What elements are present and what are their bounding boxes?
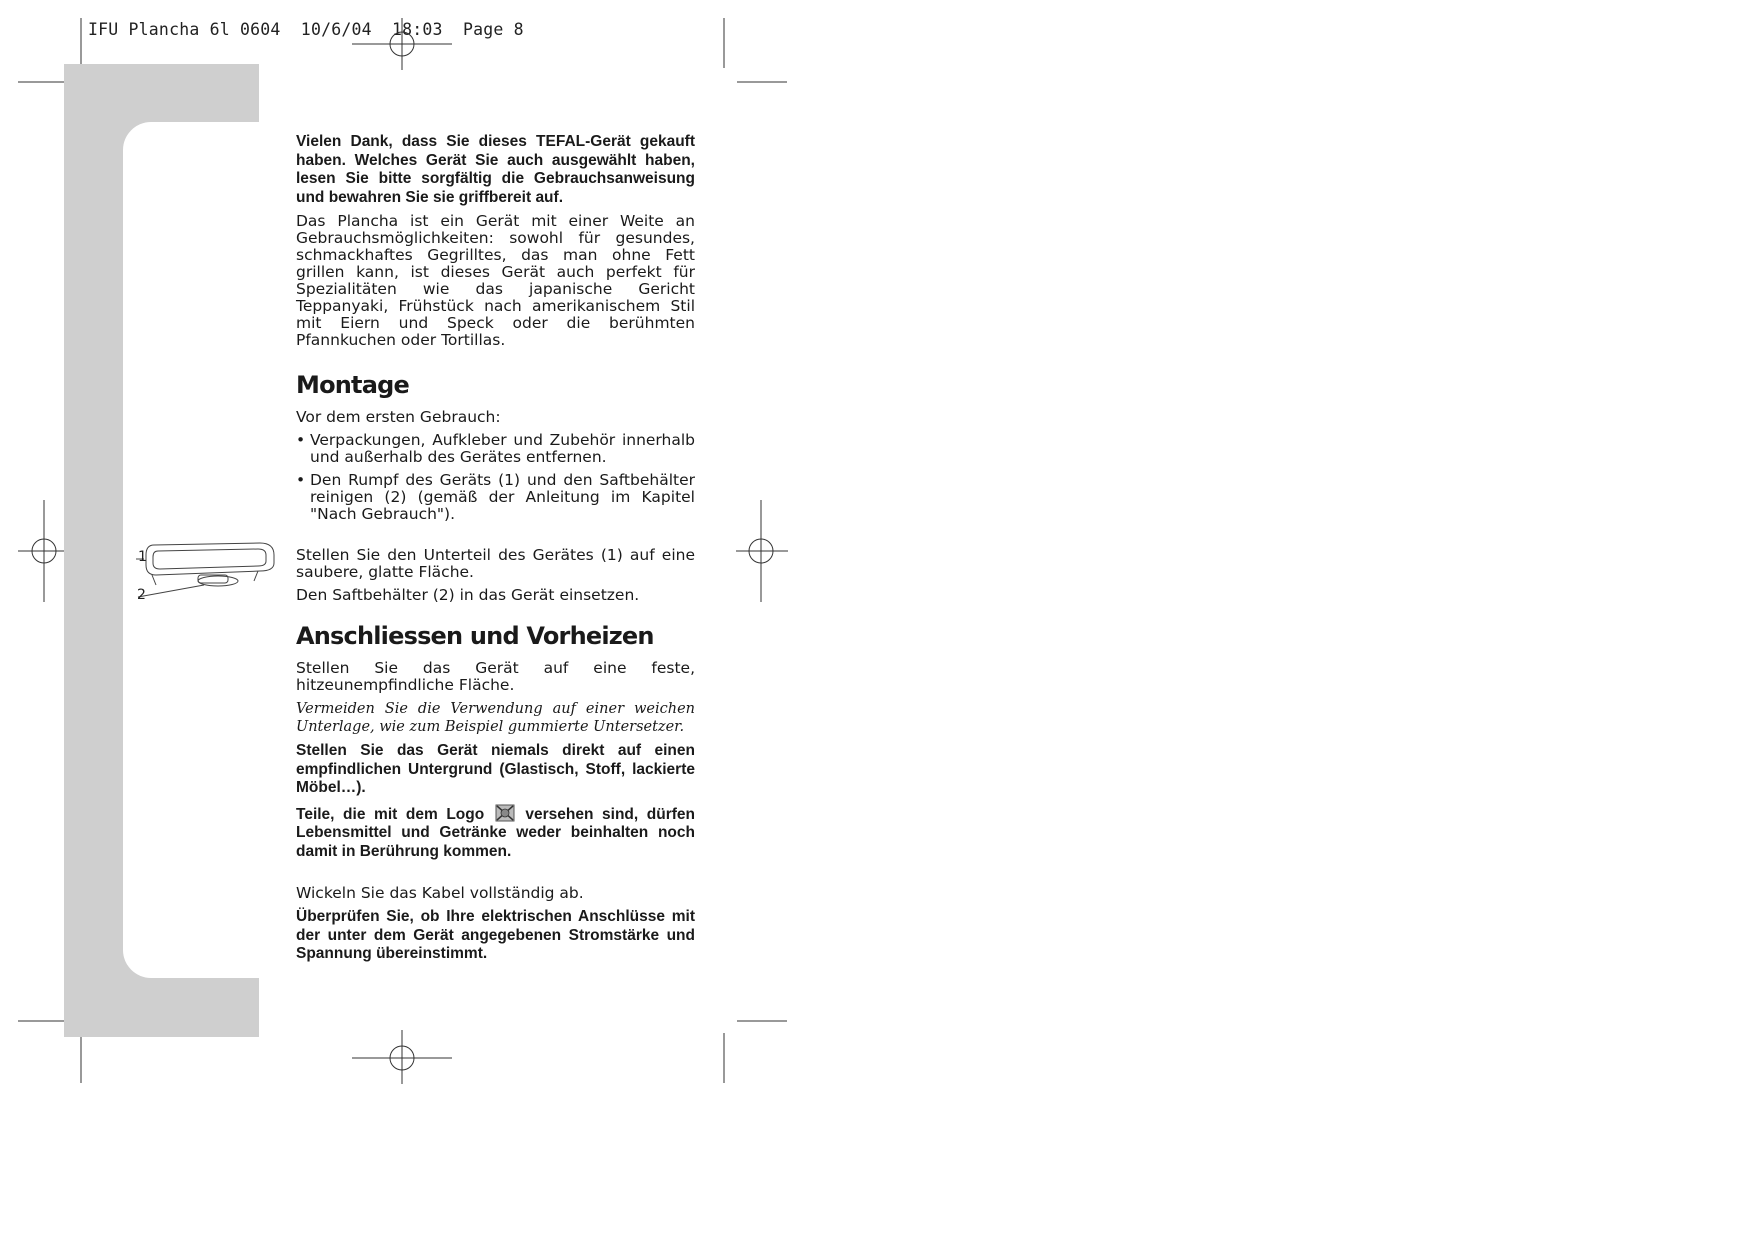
montage-heading: Montage xyxy=(296,371,409,399)
anschliessen-bold-warning: Stellen Sie das Gerät niemals direkt auf einen empfindlichen Untergrund (Glastisch, Stoff, lackierte Möbel…). xyxy=(296,742,695,796)
callout-2: 2 xyxy=(137,587,146,603)
montage-step-2: Den Saftbehälter (2) in das Gerät einsetzen. xyxy=(296,586,640,604)
food-contact-prohibited-icon xyxy=(495,804,515,822)
list-item: • Den Rumpf des Geräts (1) und den Saftbehälter reinigen (2) (gemäß der Anleitung im Kapitel "Nach Gebrauch"). xyxy=(296,472,695,523)
anschliessen-paragraph-2: Wickeln Sie das Kabel vollständig ab. xyxy=(296,884,584,902)
print-slug: IFU Plancha 6l 0604 10/6/04 18:03 Page 8 xyxy=(88,20,524,39)
logo-text-before: Teile, die mit dem Logo xyxy=(296,805,485,823)
anschliessen-heading: Anschliessen und Vorheizen xyxy=(296,622,654,650)
anschliessen-paragraph-1: Stellen Sie das Gerät auf eine feste, hitzeunempfindliche Fläche. xyxy=(296,659,695,694)
food-contact-logo-paragraph xyxy=(296,804,695,862)
plancha-illustration xyxy=(134,535,284,605)
callout-1: 1 xyxy=(138,549,147,565)
list-item: • Verpackungen, Aufkleber und Zubehör innerhalb und außerhalb des Gerätes entfernen. xyxy=(296,432,695,466)
anschliessen-italic-note: Vermeiden Sie die Verwendung auf einer weichen Unterlage, wie zum Beispiel gummierte Untersetzer. xyxy=(296,701,695,735)
montage-bullets xyxy=(296,432,695,523)
anschliessen-bold-check: Überprüfen Sie, ob Ihre elektrischen Anschlüsse mit der unter dem Gerät angegebenen Stromstärke und Spannung übereinstimmt. xyxy=(296,908,695,962)
montage-lead: Vor dem ersten Gebrauch: xyxy=(296,408,501,426)
intro-paragraph: Das Plancha ist ein Gerät mit einer Weite an Gebrauchsmöglichkeiten: sowohl für gesundes, schmackhaftes Gegrilltes, das man ohne Fett grillen kann, ist dieses Gerät auch perfekt für Spezialitäten wie das japanische Gericht Teppanyaki, Frühstück nach amerikanischem Stil mit Eiern und Speck oder die berühmten Pfannkuchen oder Tortillas. xyxy=(296,212,695,349)
logo-text-after: versehen sind, dürfen Lebensmittel und Getränke weder beinhalten noch damit in Berührung kommen. xyxy=(296,805,696,860)
intro-bold-paragraph: Vielen Dank, dass Sie dieses TEFAL-Gerät gekauft haben. Welches Gerät Sie auch ausgewählt haben, lesen Sie bitte sorgfältig die Gebrauchsanweisung und bewahren Sie sie griffbereit auf. xyxy=(296,133,695,206)
montage-step-1: Stellen Sie den Unterteil des Gerätes (1) auf eine saubere, glatte Fläche. xyxy=(296,546,695,581)
manual-page-content xyxy=(296,133,695,970)
